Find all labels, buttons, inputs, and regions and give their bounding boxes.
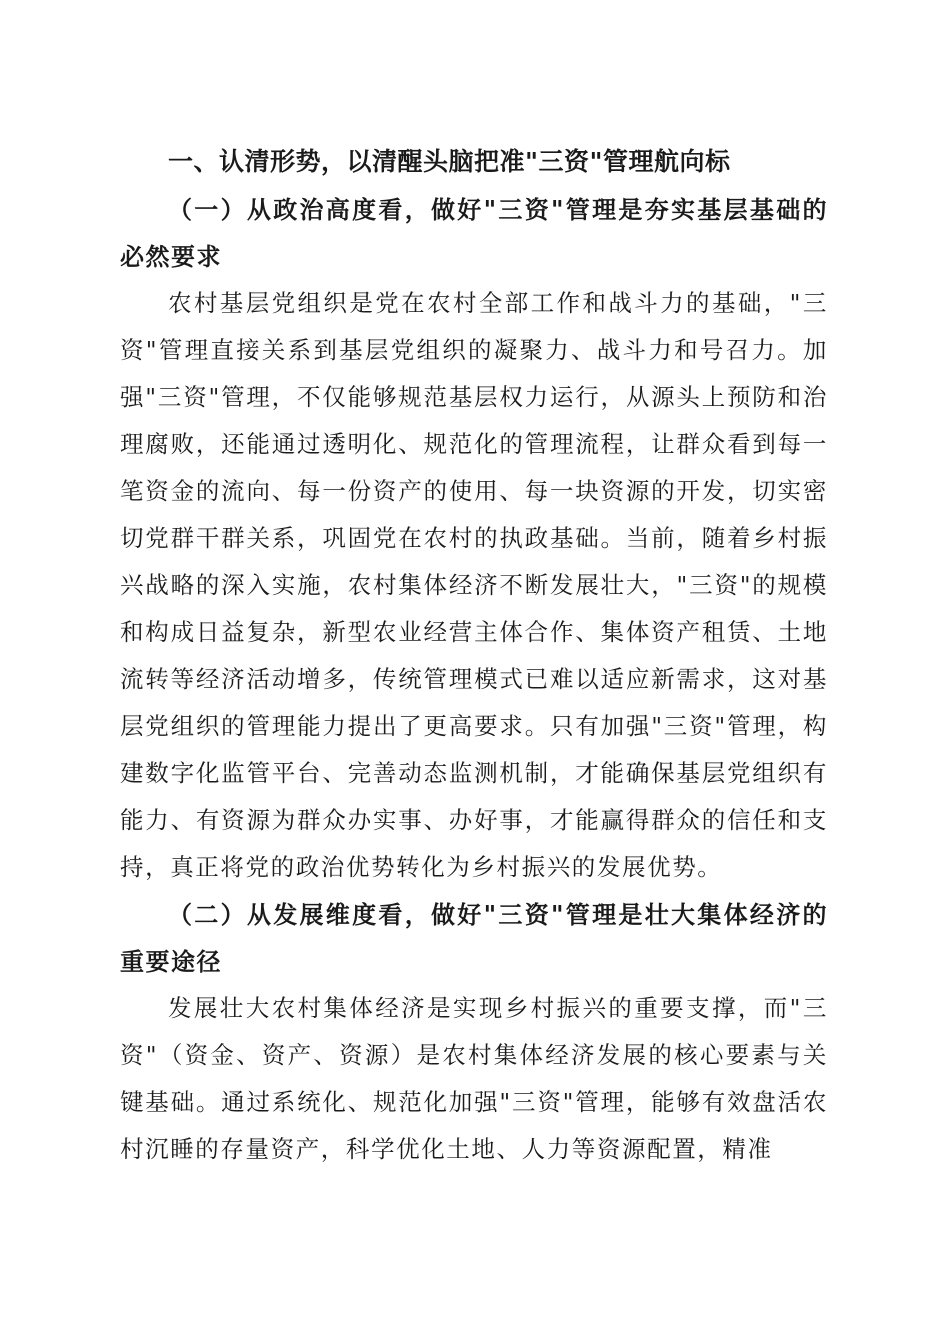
subsection-heading-development: （二）从发展维度看，做好"三资"管理是壮大集体经济的重要途径 [120, 900, 828, 976]
subsection-heading-political: （一）从政治高度看，做好"三资"管理是夯实基层基础的必然要求 [120, 195, 828, 271]
document-page [120, 138, 828, 1173]
paragraph-political: 农村基层党组织是党在农村全部工作和战斗力的基础，"三资"管理直接关系到基层党组织的凝聚力、战斗力和号召力。加强"三资"管理，不仅能够规范基层权力运行，从源头上预防和治理腐败，还能通过透明化、规范化的管理流程，让群众看到每一笔资金的流向、每一份资产的使用、每一块资源的开发，切实密切党群干群关系，巩固党在农村的执政基础。当前，随着乡村振兴战略的深入实施，农村集体经济不断发展壮大，"三资"的规模和构成日益复杂，新型农业经营主体合作、集体资产租赁、土地流转等经济活动增多，传统管理模式已难以适应新需求，这对基层党组织的管理能力提出了更高要求。只有加强"三资"管理，构建数字化监管平台、完善动态监测机制，才能确保基层党组织有能力、有资源为群众办实事、办好事，才能赢得群众的信任和支持，真正将党的政治优势转化为乡村振兴的发展优势。 [120, 289, 828, 881]
paragraph-development: 发展壮大农村集体经济是实现乡村振兴的重要支撑，而"三资"（资金、资产、资源）是农村集体经济发展的核心要素与关键基础。通过系统化、规范化加强"三资"管理，能够有效盘活农村沉睡的存量资产，科学优化土地、人力等资源配置，精准 [120, 994, 828, 1163]
section-heading-main: 一、认清形势，以清醒头脑把准"三资"管理航向标 [168, 147, 731, 176]
